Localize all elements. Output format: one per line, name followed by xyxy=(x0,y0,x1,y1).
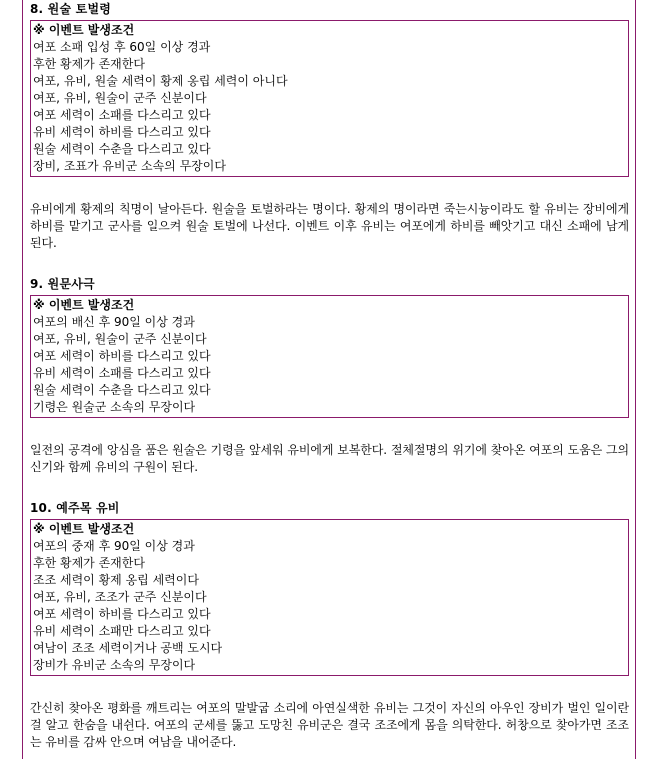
condition-box xyxy=(30,295,629,418)
condition-item: 기령은 원술군 소속의 무장이다 xyxy=(33,400,196,414)
condition-item: 여포 세력이 하비를 다스리고 있다 xyxy=(33,607,211,621)
condition-item: 여포의 배신 후 90일 이상 경과 xyxy=(33,315,195,329)
section-8 xyxy=(30,1,629,252)
condition-item: 원술 세력이 수춘을 다스리고 있다 xyxy=(33,142,211,156)
condition-item: 여포, 유비, 원술이 군주 신분이다 xyxy=(33,91,207,105)
condition-item: 유비 세력이 하비를 다스리고 있다 xyxy=(33,125,211,139)
section-title: 8. 원술 토벌령 xyxy=(30,2,112,16)
section-description: 일전의 공격에 앙심을 품은 원술은 기령을 앞세워 유비에게 보복한다. 절체절명의 위기에 찾아온 여포의 도움은 그의 신기와 함께 유비의 구원이 된다. xyxy=(30,443,629,474)
condition-item: 유비 세력이 소패만 다스리고 있다 xyxy=(33,624,211,638)
condition-item: 여포 소패 입성 후 60일 이상 경과 xyxy=(33,40,211,54)
condition-item: 여포의 중재 후 90일 이상 경과 xyxy=(33,539,195,553)
condition-item: 여남이 조조 세력이거나 공백 도시다 xyxy=(33,641,223,655)
condition-item: 여포, 유비, 조조가 군주 신분이다 xyxy=(33,590,207,604)
condition-item: 조조 세력이 황제 옹립 세력이다 xyxy=(33,573,199,587)
condition-header: ※ 이벤트 발생조건 xyxy=(33,522,135,536)
section-title: 9. 원문사극 xyxy=(30,277,95,291)
section-10 xyxy=(30,500,629,751)
condition-header: ※ 이벤트 발생조건 xyxy=(33,23,135,37)
document-page xyxy=(22,0,636,759)
condition-item: 여포, 유비, 원술 세력이 황제 옹립 세력이 아니다 xyxy=(33,74,288,88)
condition-item: 장비가 유비군 소속의 무장이다 xyxy=(33,658,196,672)
condition-item: 장비, 조표가 유비군 소속의 무장이다 xyxy=(33,159,226,173)
section-description: 유비에게 황제의 칙명이 날아든다. 원술을 토벌하라는 명이다. 황제의 명이라면 죽는시늉이라도 할 유비는 장비에게 하비를 맡기고 군사를 일으켜 원술 토벌에 나선다. 이벤트 이후 유비는 여포에게 하비를 빼앗기고 대신 소패에 남게 된다. xyxy=(30,202,629,250)
condition-header: ※ 이벤트 발생조건 xyxy=(33,298,135,312)
condition-item: 후한 황제가 존재한다 xyxy=(33,57,145,71)
condition-item: 유비 세력이 소패를 다스리고 있다 xyxy=(33,366,211,380)
condition-item: 후한 황제가 존재한다 xyxy=(33,556,145,570)
section-title: 10. 예주목 유비 xyxy=(30,501,120,515)
condition-item: 여포 세력이 하비를 다스리고 있다 xyxy=(33,349,211,363)
condition-box xyxy=(30,20,629,177)
section-9 xyxy=(30,276,629,476)
condition-box xyxy=(30,519,629,676)
condition-item: 원술 세력이 수춘을 다스리고 있다 xyxy=(33,383,211,397)
condition-item: 여포 세력이 소패를 다스리고 있다 xyxy=(33,108,211,122)
section-description: 간신히 찾아온 평화를 깨트리는 여포의 말발굽 소리에 아연실색한 유비는 그것이 자신의 아우인 장비가 벌인 일이란 걸 알고 한숨을 내쉰다. 여포의 군세를 뚫고 도망친 유비군은 결국 조조에게 몸을 의탁한다. 허창으로 찾아가면 조조는 유비를 감싸 안으며 여남을 내어준다. xyxy=(30,701,629,749)
condition-item: 여포, 유비, 원술이 군주 신분이다 xyxy=(33,332,207,346)
